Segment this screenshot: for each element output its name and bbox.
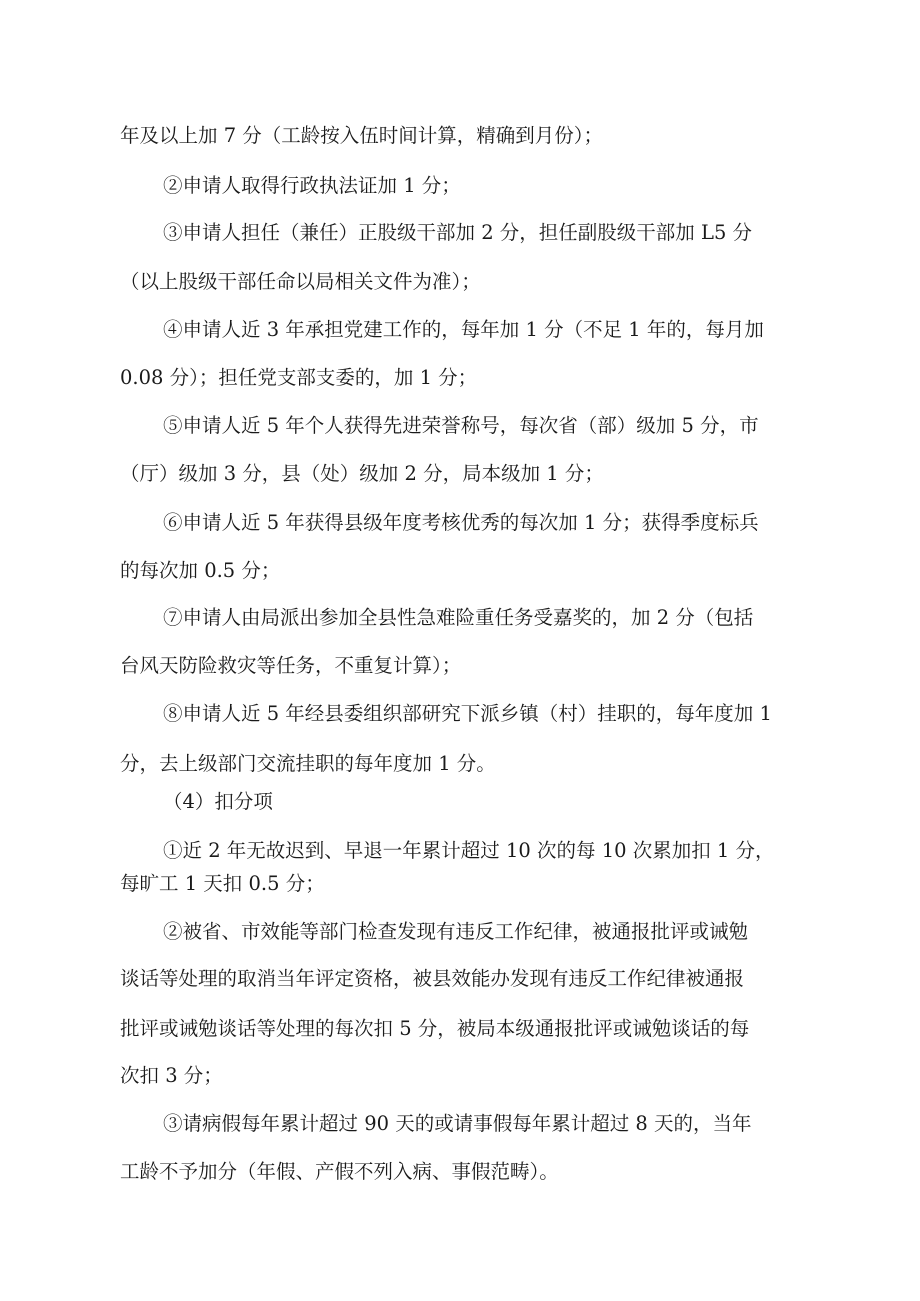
text-line: ①近 2 年无故迟到、早退一年累计超过 10 次的每 10 次累加扣 1 分， (163, 839, 775, 862)
text-line: 批评或诫勉谈话等处理的每次扣 5 分，被局本级通报批评或诫勉谈话的每 (120, 1017, 750, 1040)
text-line: ③请病假每年累计超过 90 天的或请事假每年累计超过 8 天的，当年 (163, 1112, 752, 1135)
text-line: （以上股级干部任命以局相关文件为准）； (120, 270, 481, 293)
text-line: ⑧申请人近 5 年经县委组织部研究下派乡镇（村）挂职的，每年度加 1 (163, 702, 772, 725)
text-line: 年及以上加 7 分（工龄按入伍时间计算，精确到月份）； (120, 124, 604, 147)
text-line: ④申请人近 3 年承担党建工作的，每年加 1 分（不足 1 年的，每月加 (163, 318, 764, 341)
text-line: ⑦申请人由局派出参加全县性急难险重任务受嘉奖的，加 2 分（包括 (163, 606, 754, 629)
text-line: 0.08 分）；担任党支部支委的，加 1 分； (120, 366, 478, 389)
text-line: 每旷工 1 天扣 0.5 分； (120, 872, 325, 895)
text-line: 台风天防险救灾等任务，不重复计算）； (120, 654, 462, 677)
text-line: ⑤申请人近 5 年个人获得先进荣誉称号，每次省（部）级加 5 分，市 (163, 414, 759, 437)
text-line: 的每次加 0.5 分； (120, 559, 281, 582)
text-line: ②申请人取得行政执法证加 1 分； (163, 174, 461, 197)
text-line: （4）扣分项 (163, 790, 273, 813)
text-line: （厅）级加 3 分，县（处）级加 2 分，局本级加 1 分； (120, 462, 604, 485)
text-line: ⑥申请人近 5 年获得县级年度考核优秀的每次加 1 分；获得季度标兵 (163, 511, 759, 534)
text-line: 次扣 3 分； (120, 1064, 223, 1087)
text-line: 工龄不予加分（年假、产假不列入病、事假范畴）。 (120, 1160, 559, 1183)
text-line: 谈话等处理的取消当年评定资格，被县效能办发现有违反工作纪律被通报 (120, 967, 745, 990)
text-line: ②被省、市效能等部门检查发现有违反工作纪律，被通报批评或诫勉 (163, 920, 749, 943)
text-line: ③申请人担任（兼任）正股级干部加 2 分，担任副股级干部加 L5 分 (163, 221, 753, 244)
text-line: 分，去上级部门交流挂职的每年度加 1 分。 (120, 752, 496, 775)
